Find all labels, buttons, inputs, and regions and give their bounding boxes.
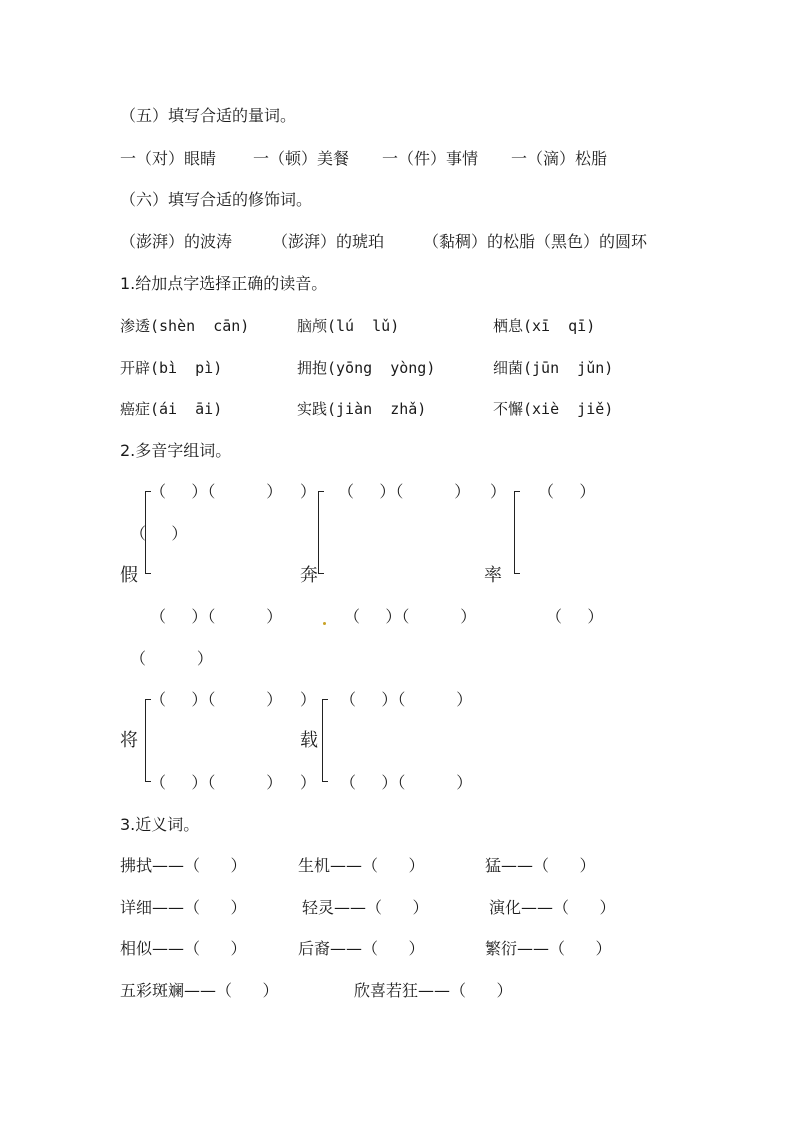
answer-blank: （ ） xyxy=(130,649,213,668)
answer-blank: （ ）（ ） xyxy=(150,773,283,792)
synonym-item: 生机——（ ） xyxy=(298,856,425,875)
pinyin-item: 实践(jiàn zhǎ) xyxy=(297,400,427,418)
synonym-item: 欣喜若狂——（ ） xyxy=(354,981,513,1000)
answer-blank: （ ） xyxy=(546,607,604,626)
polyphone-char-jia: 假 xyxy=(120,565,138,586)
pinyin-item: 渗透(shèn cān) xyxy=(120,317,250,335)
pinyin-item: 开辟(bì pì) xyxy=(120,359,223,377)
modifier-item-2: （澎湃）的琥珀 xyxy=(272,232,385,251)
measure-word-item-4: 一（滴）松脂 xyxy=(511,149,608,168)
synonym-item: 演化——（ ） xyxy=(489,898,616,917)
measure-word-item-3: 一（件）事情 xyxy=(382,149,479,168)
answer-blank: （ ）（ ） xyxy=(150,690,283,709)
measure-word-item-1: 一（对）眼睛 xyxy=(120,149,217,168)
bracket xyxy=(318,491,319,574)
answer-blank: （ ）（ ） xyxy=(340,773,473,792)
synonym-item: 详细——（ ） xyxy=(120,898,247,917)
measure-word-item-2: 一（顿）美餐 xyxy=(253,149,350,168)
modifier-item-1: （澎湃）的波涛 xyxy=(120,232,233,251)
pinyin-item: 不懈(xiè jiě) xyxy=(493,400,614,418)
question-3-title: 3.近义词。 xyxy=(120,815,200,834)
modifier-item-3: （黏稠）的松脂（黑色）的圆环 xyxy=(423,232,648,251)
synonym-item: 繁衍——（ ） xyxy=(485,939,612,958)
bracket xyxy=(145,699,146,782)
stray-mark xyxy=(323,622,326,625)
synonym-item: 五彩斑斓——（ ） xyxy=(120,981,279,1000)
answer-blank: ） xyxy=(300,690,317,709)
section-6-title: （六）填写合适的修饰词。 xyxy=(120,190,313,209)
polyphone-char-ben: 奔 xyxy=(300,565,318,586)
synonym-item: 相似——（ ） xyxy=(120,939,247,958)
answer-blank: ） xyxy=(300,482,317,501)
bracket xyxy=(322,699,323,782)
answer-blank: （ ）（ ） xyxy=(150,482,283,501)
polyphone-char-zai: 载 xyxy=(300,730,318,751)
synonym-item: 猛——（ ） xyxy=(485,856,596,875)
question-1-title: 1.给加点字选择正确的读音。 xyxy=(120,274,328,293)
bracket xyxy=(514,491,515,574)
section-5-title: （五）填写合适的量词。 xyxy=(120,106,297,125)
answer-blank: （ ）（ ） xyxy=(338,482,471,501)
synonym-item: 拂拭——（ ） xyxy=(120,856,247,875)
answer-blank: ） xyxy=(490,482,507,501)
synonym-item: 后裔——（ ） xyxy=(298,939,425,958)
synonym-item: 轻灵——（ ） xyxy=(302,898,429,917)
pinyin-item: 癌症(ái āi) xyxy=(120,400,223,418)
pinyin-item: 拥抱(yōng yòng) xyxy=(297,359,436,377)
answer-blank: （ ） xyxy=(538,482,596,501)
pinyin-item: 细菌(jūn jǔn) xyxy=(493,359,614,377)
polyphone-char-jiang: 将 xyxy=(120,730,138,751)
question-2-title: 2.多音字组词。 xyxy=(120,441,232,460)
pinyin-item: 脑颅(lú lǔ) xyxy=(297,317,400,335)
answer-blank: ） xyxy=(300,773,317,792)
polyphone-char-lv: 率 xyxy=(484,565,502,586)
answer-blank: （ ） xyxy=(130,524,188,543)
pinyin-item: 栖息(xī qī) xyxy=(493,317,596,335)
answer-blank: （ ）（ ） xyxy=(344,607,477,626)
answer-blank: （ ）（ ） xyxy=(340,690,473,709)
answer-blank: （ ）（ ） xyxy=(150,607,283,626)
